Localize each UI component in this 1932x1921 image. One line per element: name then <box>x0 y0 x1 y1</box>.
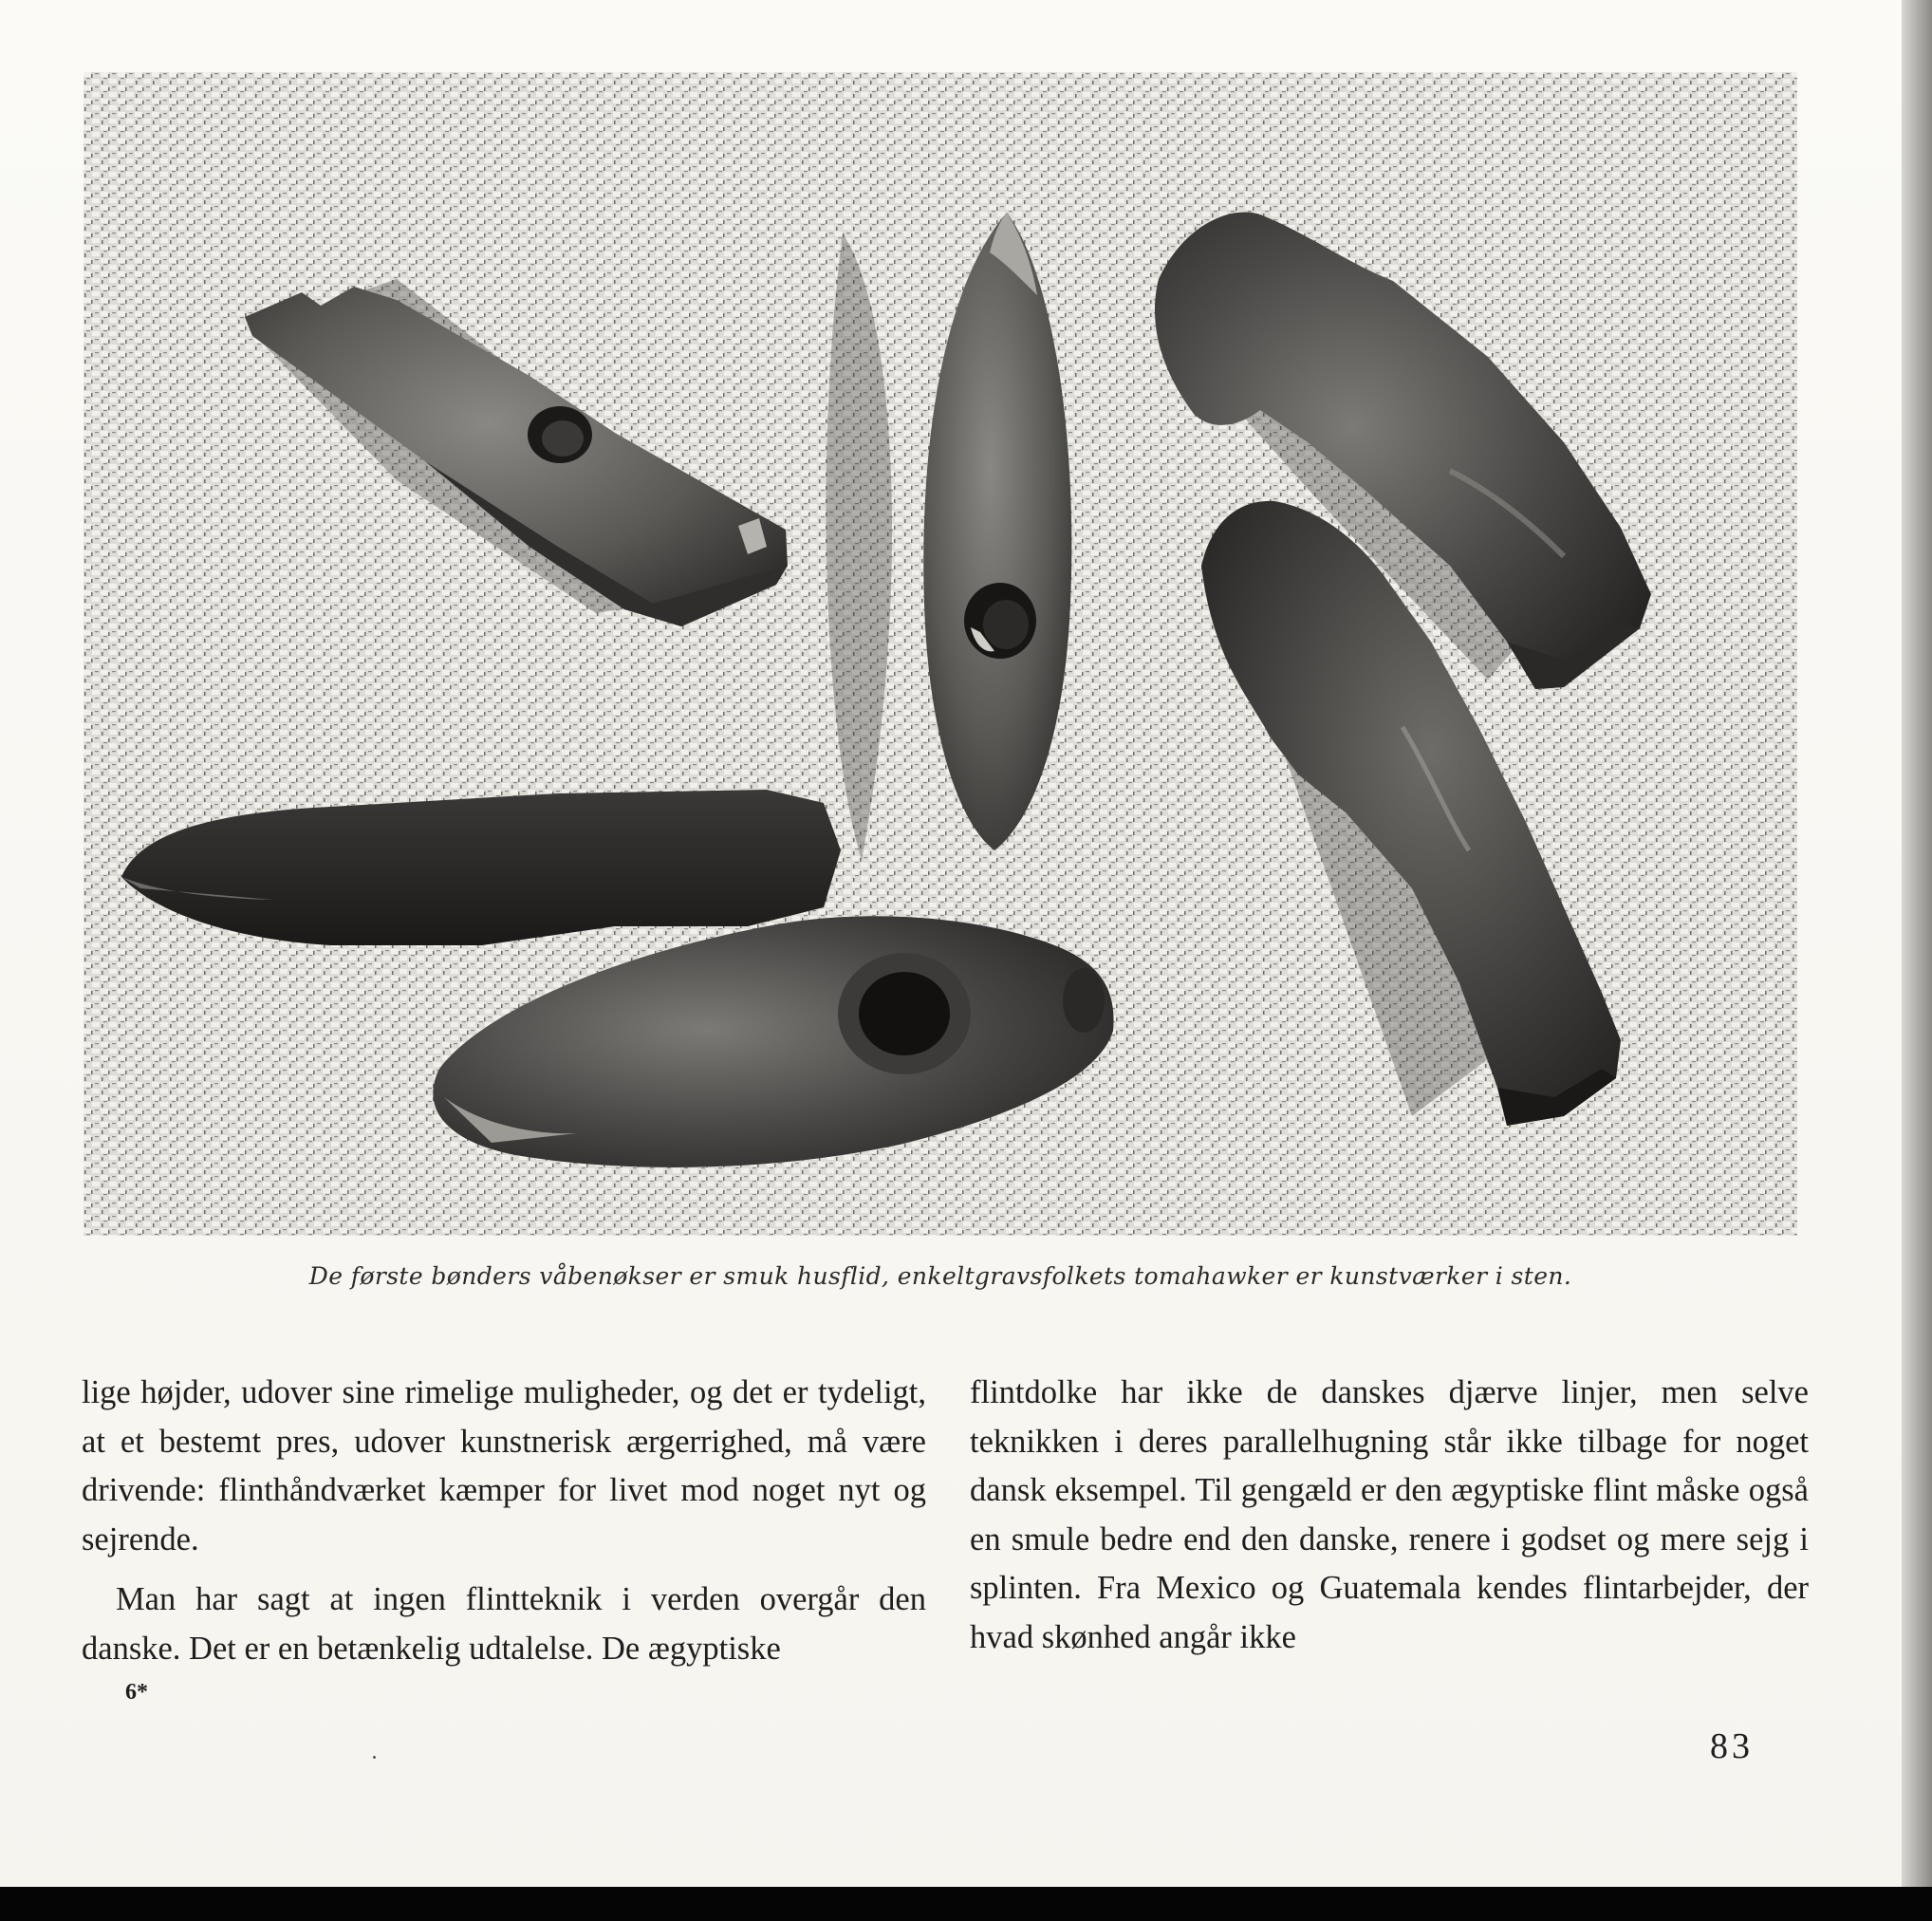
stone-axes-photograph <box>84 72 1797 1236</box>
left-paragraph-1: lige højder, udover sine rimelige muligheder, og det er tydeligt, at et bestemt pres, udover kunstnerisk ærgerrighed, må være drivende: flinthåndværket kæmper for livet mod noget nyt og sejrende. <box>82 1374 926 1557</box>
right-text-column <box>970 1369 1809 1662</box>
dust-speck <box>373 1756 376 1759</box>
signature-mark: 6* <box>125 1680 148 1705</box>
page-edge-shadow <box>1902 0 1932 1921</box>
scan-border-bottom <box>0 1887 1932 1921</box>
right-paragraph-1: flintdolke har ikke de danskes djærve linjer, men selve teknikken i deres parallelhugning står ikke tilbage for noget dansk eksempel. Til gengæld er den ægyptiske flint måske også en smule bedre end den danske, renere i godset og mere sejg i splinten. Fra Mexico og Guatemala kendes flintarbejder, der hvad skønhed angår ikke <box>970 1374 1809 1655</box>
page-number: 83 <box>1710 1726 1754 1766</box>
photo-svg <box>84 72 1797 1236</box>
left-paragraph-2: Man har sagt at ingen flintteknik i verden overgår den danske. Det er en betænkelig udtalelse. De ægyptiske <box>82 1581 926 1667</box>
photo-caption: De første bønders våbenøkser er smuk husflid, enkeltgravsfolkets tomahawker er kunstværker i sten. <box>308 1262 1572 1290</box>
left-text-column <box>82 1369 926 1673</box>
